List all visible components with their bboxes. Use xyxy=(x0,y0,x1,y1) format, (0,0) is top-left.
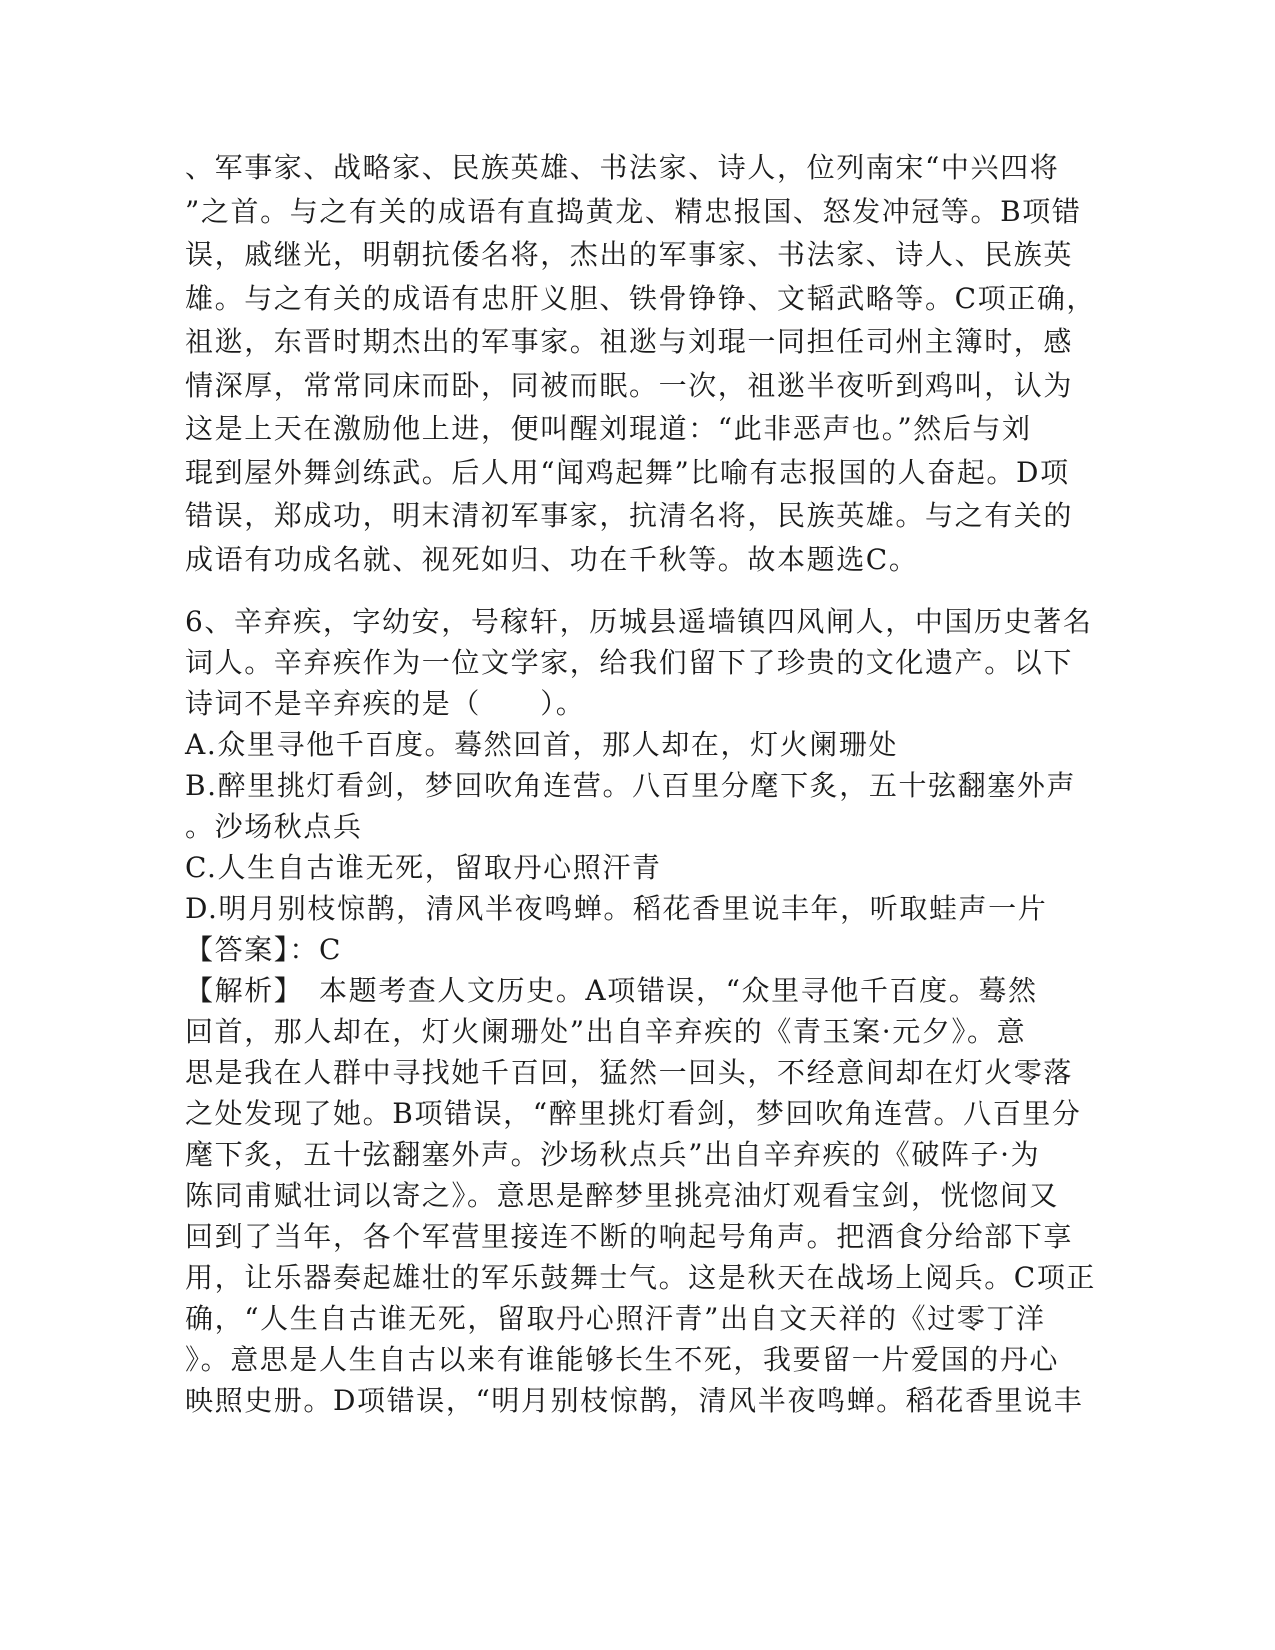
option-c: C.人生自古谁无死，留取丹心照汗青 xyxy=(185,851,662,884)
text-line: 诗词不是辛弃疾的是（ ）。 xyxy=(185,687,586,720)
question-6 xyxy=(185,601,1097,1421)
text-line: 回首，那人却在，灯火阑珊处”出自辛弃疾的《青玉案·元夕》。意 xyxy=(185,1015,1027,1048)
option-a: A.众里寻他千百度。蓦然回首，那人却在，灯火阑珊处 xyxy=(185,728,899,761)
text-line: 6、辛弃疾，字幼安，号稼轩，历城县遥墙镇四风闸人，中国历史著名 xyxy=(185,605,1093,638)
text-line: 这是上天在激励他上进，便叫醒刘琨道：“此非恶声也。”然后与刘 xyxy=(185,412,1032,445)
previous-explanation xyxy=(185,146,1097,581)
option-d: D.明月别枝惊鹊，清风半夜鸣蝉。稻花香里说丰年，听取蛙声一片 xyxy=(185,892,1048,925)
text-line: 确，“人生自古谁无死，留取丹心照汗青”出自文天祥的《过零丁洋 xyxy=(185,1302,1046,1335)
text-line: 成语有功成名就、视死如归、功在千秋等。故本题选C。 xyxy=(185,542,919,576)
text-line: 【解析】 本题考查人文历史。A项错误，“众里寻他千百度。蓦然 xyxy=(185,974,1038,1007)
option-b: B.醉里挑灯看剑，梦回吹角连营。八百里分麾下炙，五十弦翻塞外声 xyxy=(185,769,1077,802)
text-line: 琨到屋外舞剑练武。后人用“闻鸡起舞”比喻有志报国的人奋起。D项 xyxy=(185,455,1070,489)
text-line: 用，让乐器奏起雄壮的军乐鼓舞士气。这是秋天在战场上阅兵。C项正 xyxy=(185,1261,1097,1294)
paragraph-gap xyxy=(185,581,1085,601)
text-line: 错误，郑成功，明末清初军事家，抗清名将，民族英雄。与之有关的 xyxy=(185,499,1074,532)
option-b-continued: 。沙场秋点兵 xyxy=(185,810,363,843)
text-line: 思是我在人群中寻找她千百回，猛然一回头，不经意间却在灯火零落 xyxy=(185,1056,1074,1089)
explanation xyxy=(185,970,1097,1421)
text-line: 误，戚继光，明朝抗倭名将，杰出的军事家、书法家、诗人、民族英 xyxy=(185,238,1074,271)
text-line: ”之首。与之有关的成语有直捣黄龙、精忠报国、怒发冲冠等。B项错 xyxy=(185,194,1082,228)
text-line: 词人。辛弃疾作为一位文学家，给我们留下了珍贵的文化遗产。以下 xyxy=(185,646,1074,679)
text-line: 麾下炙，五十弦翻塞外声。沙场秋点兵”出自辛弃疾的《破阵子·为 xyxy=(185,1138,1041,1171)
question-stem xyxy=(185,601,1093,724)
text-line: 祖逖，东晋时期杰出的军事家。祖逖与刘琨一同担任司州主簿时，感 xyxy=(185,325,1074,358)
question-options xyxy=(185,724,1085,929)
text-line: 》。意思是人生自古以来有谁能够长生不死，我要留一片爱国的丹心 xyxy=(185,1343,1060,1376)
text-line: 陈同甫赋壮词以寄之》。意思是醉梦里挑亮油灯观看宝剑，恍惚间又 xyxy=(185,1179,1060,1212)
text-line: 、军事家、战略家、民族英雄、书法家、诗人，位列南宋“中兴四将 xyxy=(185,151,1060,184)
text-line: 情深厚，常常同床而卧，同被而眠。一次，祖逖半夜听到鸡叫，认为 xyxy=(185,368,1074,402)
text-line: 映照史册。D项错误，“明月别枝惊鹊，清风半夜鸣蝉。稻花香里说丰 xyxy=(185,1384,1084,1417)
text-line: 雄。与之有关的成语有忠肝义胆、铁骨铮铮、文韬武略等。C项正确， xyxy=(185,281,1097,315)
text-line: 回到了当年，各个军营里接连不断的响起号角声。把酒食分给部下享 xyxy=(185,1220,1074,1253)
document-page xyxy=(185,146,1097,1421)
answer: 【答案】：C xyxy=(185,933,343,966)
text-line: 之处发现了她。B项错误，“醉里挑灯看剑，梦回吹角连营。八百里分 xyxy=(185,1097,1082,1130)
